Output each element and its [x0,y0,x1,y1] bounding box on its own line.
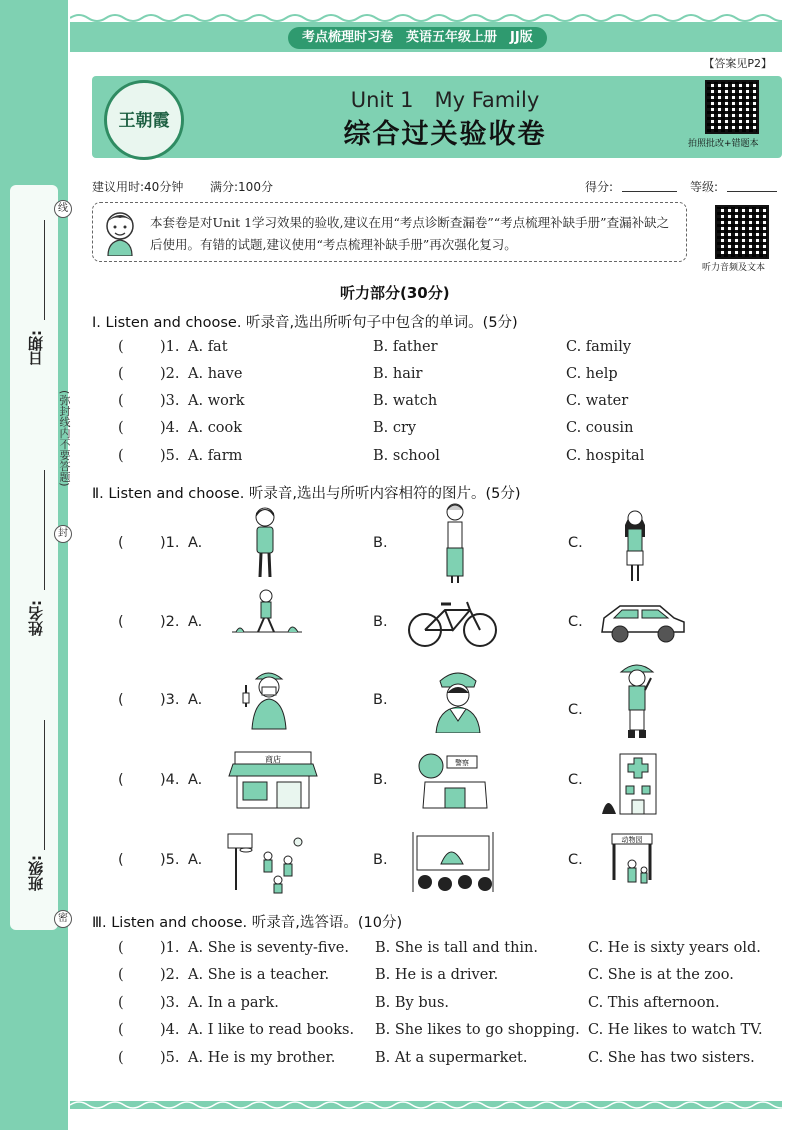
option-b: B. cry [373,420,417,436]
grade-label: 等级: [690,180,719,194]
option-a: A. She is a teacher. [188,967,330,983]
part1-question [118,366,778,390]
question-number: )4. [160,1022,180,1038]
part1-question [118,448,778,472]
full-score: 满分:100分 [210,180,273,194]
zoo-sign: 动物园 [621,836,643,844]
date-line [44,220,45,320]
option-a: A. farm [188,448,243,464]
answer-bracket[interactable]: ( [118,535,124,551]
doctor-image[interactable] [238,665,293,730]
question-number: )5. [160,448,180,464]
seal-mark-line: 线 [54,200,72,218]
answer-bracket[interactable]: ( [118,852,124,868]
option-c: C. This afternoon. [588,995,720,1011]
part1-question [118,339,778,363]
part1-question [118,420,778,444]
question-number: )1. [160,535,180,551]
option-c: C. hospital [566,448,645,464]
farmer-image[interactable] [615,660,660,740]
shop-image[interactable] [225,750,320,812]
question-number: )3. [160,692,180,708]
question-number: )2. [160,967,180,983]
hospital-image[interactable] [600,752,675,816]
series-tag: 考点梳理时习卷 英语五年级上册 JJ版 [288,27,547,49]
answer-bracket[interactable]: ( [118,393,124,409]
part3-heading: Ⅲ. Listen and choose. 听录音,选答语。(10分) [92,915,403,931]
walking-man-image[interactable] [232,588,302,638]
zoo-gate-image[interactable] [598,830,668,894]
option-b: B. [373,852,388,868]
option-a: A. [188,852,203,868]
qr-code-icon[interactable] [705,80,759,134]
option-c: C. water [566,393,629,409]
part1-question [118,393,778,417]
part3-question [118,967,778,991]
listening-section-title: 听力部分(30分) [340,284,450,302]
suggested-time: 建议用时:40分钟 [92,180,184,194]
score-label: 得分: [585,180,614,194]
question-number: )4. [160,420,180,436]
option-a: A. fat [188,339,228,355]
option-a: A. I like to read books. [188,1022,355,1038]
option-c: C. She has two sisters. [588,1050,755,1066]
option-a: A. She is seventy-five. [188,940,349,956]
question-number: )3. [160,393,180,409]
police-station-image[interactable] [415,752,495,814]
answer-bracket[interactable]: ( [118,1050,124,1066]
option-c: C. She is at the zoo. [588,967,734,983]
date-label: 日期: [27,330,45,366]
answer-bracket[interactable]: ( [118,772,124,788]
option-c: C. [568,772,583,788]
question-number: )5. [160,852,180,868]
question-number: )1. [160,940,180,956]
option-c: C. [568,702,583,718]
answer-bracket[interactable]: ( [118,614,124,630]
sidebar-panel [10,185,58,930]
answer-bracket[interactable]: ( [118,448,124,464]
question-number: )2. [160,366,180,382]
part3-question [118,1022,778,1046]
answer-bracket[interactable]: ( [118,692,124,708]
name-line [44,470,45,590]
part3-question [118,940,778,964]
answer-bracket[interactable]: ( [118,420,124,436]
option-a: A. In a park. [188,995,279,1011]
option-b: B. [373,535,388,551]
part2-heading: Ⅱ. Listen and choose. 听录音,选出与所听内容相符的图片。(5分) [92,486,521,502]
option-a: A. [188,772,203,788]
answer-bracket[interactable]: ( [118,967,124,983]
answer-bracket[interactable]: ( [118,339,124,355]
question-number: )1. [160,339,180,355]
option-b: B. By bus. [375,995,450,1011]
shop-sign: 商店 [265,755,281,764]
part1-heading: Ⅰ. Listen and choose. 听录音,选出所听句子中包含的单词。(5分) [92,315,518,331]
option-c: C. cousin [566,420,634,436]
option-b: B. [373,692,388,708]
paper-title: 综合过关验收卷 [343,119,547,150]
old-woman-image[interactable] [440,500,470,585]
option-b: B. He is a driver. [375,967,499,983]
qr-label-audio: 听力音频及文本 [702,263,766,273]
option-b: B. watch [373,393,438,409]
option-b: B. [373,772,388,788]
car-image[interactable] [598,600,686,644]
question-number: )4. [160,772,180,788]
grade-blank[interactable] [727,191,777,192]
answer-reference: 【答案见P2】 [703,57,772,70]
question-number: )5. [160,1050,180,1066]
cinema-image[interactable] [405,830,500,892]
option-b: B. school [373,448,440,464]
seal-note: (弥封线内不要答题) [58,390,71,487]
girl-short-hair-image[interactable] [245,505,285,581]
answer-bracket[interactable]: ( [118,995,124,1011]
option-a: A. cook [188,420,243,436]
option-b: B. She likes to go shopping. [375,1022,580,1038]
option-c: C. He is sixty years old. [588,940,761,956]
option-a: A. [188,692,203,708]
option-c: C. [568,614,583,630]
option-a: A. [188,535,203,551]
option-b: B. At a supermarket. [375,1050,528,1066]
option-a: A. [188,614,203,630]
basketball-park-image[interactable] [222,830,307,894]
class-line [44,720,45,850]
name-label: 姓名: [27,600,45,636]
option-c: C. help [566,366,618,382]
seal-mark-secret: 密 [54,910,72,928]
bottom-wave-decoration [70,1098,782,1112]
police-sign: 警察 [455,759,469,767]
answer-bracket[interactable]: ( [118,366,124,382]
option-b: B. hair [373,366,423,382]
student-avatar-icon [100,208,140,256]
girl-long-hair-image[interactable] [620,505,650,583]
class-label: 班级: [27,855,45,891]
answer-bracket[interactable]: ( [118,1022,124,1038]
option-a: A. He is my brother. [188,1050,336,1066]
part3-question [118,995,778,1019]
cook-image[interactable] [428,665,488,733]
option-b: B. [373,614,388,630]
answer-bracket[interactable]: ( [118,940,124,956]
option-c: C. family [566,339,632,355]
brand-logo-text: 王朝霞 [118,111,170,131]
option-a: A. work [188,393,245,409]
seal-mark-seal: 封 [54,525,72,543]
option-c: C. He likes to watch TV. [588,1022,763,1038]
bicycle-image[interactable] [405,598,500,648]
unit-title: Unit 1 My Family [350,88,540,112]
option-a: A. have [188,366,243,382]
option-c: C. [568,852,583,868]
qr-label-correction: 拍照批改+错题本 [688,139,759,149]
question-number: )3. [160,995,180,1011]
part3-question [118,1050,778,1074]
audio-qr-code-icon[interactable] [715,205,769,259]
option-c: C. [568,535,583,551]
option-b: B. father [373,339,438,355]
notice-text: 本套卷是对Unit 1学习效果的验收,建议在用“考点诊断查漏卷”“考点梳理补缺手册”查漏补缺之后使用。有错的试题,建议使用“考点梳理补缺手册”再次强化复习。 [150,215,670,252]
question-number: )2. [160,614,180,630]
option-b: B. She is tall and thin. [375,940,539,956]
score-blank[interactable] [622,191,677,192]
